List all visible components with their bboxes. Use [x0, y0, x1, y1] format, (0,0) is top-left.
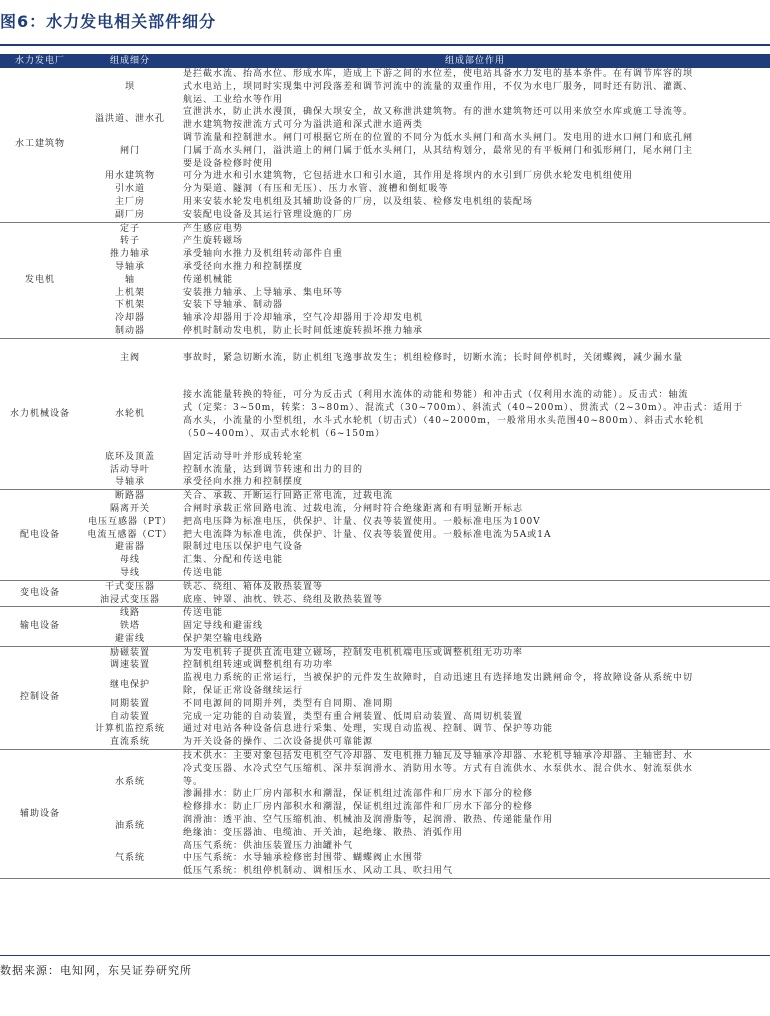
function-line: 关合、承载、开断运行回路正常电流，过载电流: [183, 491, 394, 502]
function-cell: [180, 248, 770, 261]
function-line: 航运、工业给水等作用: [183, 94, 284, 105]
page-title: 图6：水力发电相关部件细分: [0, 12, 217, 31]
function-cell: [180, 299, 770, 312]
function-line: 安装下导轴承、制动器: [183, 300, 284, 311]
table-row: [0, 338, 770, 379]
components-table: [0, 54, 770, 879]
table-row: [0, 379, 770, 451]
component-cell: 推力轴承: [109, 249, 150, 260]
component-cell: 导线: [80, 567, 180, 580]
function-line: 为发电机转子提供直流电建立磁场，控制发电机机端电压或调整机组无功功率: [183, 647, 524, 658]
function-cell: [180, 516, 770, 529]
table-row: [0, 261, 770, 274]
function-cell: [180, 106, 770, 132]
table-row: [0, 196, 770, 209]
function-cell: [180, 529, 770, 542]
table-row: [0, 541, 770, 554]
table-row: [0, 183, 770, 196]
table-row: [0, 607, 770, 620]
function-cell: [180, 750, 770, 814]
function-cell: [180, 698, 770, 711]
function-line: 检修排水：防止厂房内部积水和潮湿，保证机组过流部件和厂房水下部分的检修: [183, 802, 534, 813]
function-line: 可分为进水和引水建筑物，它包括进水口和引水道，其作用是将坝内的水引到厂房供水轮发电机组使用: [183, 171, 634, 182]
function-cell: [180, 607, 770, 620]
function-line: 传递机械能: [183, 274, 234, 285]
component-cell: 铁塔: [119, 621, 140, 632]
table-row: [0, 672, 770, 698]
table-row: [0, 312, 770, 325]
function-line: 合闸时承载正常回路电流、过载电流，分闸时符合绝缘距离和有明显断开标志: [183, 503, 524, 514]
function-line: 产生感应电势: [183, 223, 244, 234]
category-cell: 水力机械设备: [0, 338, 80, 489]
function-cell: [180, 814, 770, 840]
component-cell: 自动装置: [109, 711, 150, 722]
component-cell: 定子: [119, 223, 140, 234]
component-cell: 同期装置: [109, 698, 150, 709]
function-line: 技术供水：主要对象包括发电机空气冷却器、发电机推力轴瓦及导轴承冷却器、水轮机导轴承冷却器、主轴密封、水: [183, 751, 694, 762]
function-cell: [180, 464, 770, 477]
function-line: 轴承冷却器用于冷却轴承，空气冷却器用于冷却发电机: [183, 313, 424, 324]
source-rule: [0, 955, 770, 956]
function-cell: [180, 338, 770, 379]
function-cell: [180, 209, 770, 222]
function-line: 承受轴向水推力及机组转动部件自重: [183, 249, 344, 260]
table-row: [0, 620, 770, 633]
function-line: 控制机组转速或调整机组有功功率: [183, 660, 334, 671]
component-cell: 主厂房: [114, 196, 145, 207]
function-line: 控制水流量，达到调节转速和出力的目的: [183, 464, 364, 475]
component-cell: 下机架: [114, 300, 145, 311]
component-cell: 水系统: [114, 776, 145, 787]
component-cell: 励磁装置: [109, 647, 150, 658]
table-row: [0, 633, 770, 646]
table-row: [0, 567, 770, 580]
function-line: 用来安装水轮发电机组及其辅助设备的厂房，以及组装、检修发电机组的装配场: [183, 196, 534, 207]
function-cell: [180, 672, 770, 698]
header-component: 组成细分: [80, 54, 180, 68]
function-line: 宣泄洪水，防止洪水漫顶，确保大坝安全，故又称泄洪建筑物。有的泄水建筑物还可以用来放空水库或施工导流等。: [183, 107, 694, 118]
category-cell: 控制设备: [0, 646, 80, 749]
function-line: 监视电力系统的正常运行，当被保护的元件发生故障时，自动迅速且有选择地发出跳闸命令，将故障设备从系统中切: [183, 673, 694, 684]
component-cell: 副厂房: [80, 209, 180, 222]
category-cell: 辅助设备: [0, 750, 80, 879]
component-cell: 底环及顶盖: [104, 451, 155, 462]
function-line: （50~400m）、双击式水轮机（6~150m）: [183, 428, 386, 439]
table-row: [0, 299, 770, 312]
function-line: 高水头，小流量的小型机组，水斗式水轮机（切击式）（40~2000m，一般常用水头范围40~800m）、斜击式水轮机: [183, 415, 705, 426]
component-cell: 油系统: [114, 821, 145, 832]
function-line: 承受径向水推力和控制摆度: [183, 261, 304, 272]
function-line: 中压气系统：水导轴承检修密封围带、蝴蝶阀止水围带: [183, 853, 424, 864]
component-cell: 调速装置: [109, 660, 150, 671]
function-cell: [180, 620, 770, 633]
table-row: [0, 68, 770, 106]
function-line: 调节流量和控制泄水。闸门可根据它所在的位置的不同分为低水头闸门和高水头闸门。发电用的进水口闸门和底孔闸: [183, 132, 694, 143]
function-cell: [180, 451, 770, 464]
component-cell: 制动器: [80, 325, 180, 338]
table-row: [0, 516, 770, 529]
table-row: [0, 464, 770, 477]
component-cell: 气系统: [80, 840, 180, 879]
component-cell: 用水建筑物: [104, 171, 155, 182]
function-cell: [180, 476, 770, 489]
component-cell: 线路: [119, 608, 140, 619]
function-line: 把高电压降为标准电压，供保护、计量、仪表等装置使用。一般标准电压为100V: [183, 516, 541, 527]
component-cell: 溢洪道、泄水孔: [94, 113, 165, 124]
table-row: [0, 580, 770, 593]
function-line: 分为渠道、隧洞（有压和无压）、压力水管、渡槽和倒虹吸等: [183, 184, 449, 195]
function-line: 渗漏排水：防止厂房内部积水和潮湿，保证机组过流部件和厂房水下部分的检修: [183, 789, 534, 800]
table-row: [0, 490, 770, 503]
function-cell: [180, 274, 770, 287]
function-line: 式水电站上，坝同时实现集中河段落差和调节河流中的流量的双重作用，不仅为水电厂服务，同时还有防汛、灌溉、: [183, 81, 694, 92]
function-line: 传送电能: [183, 608, 224, 619]
table-row: [0, 503, 770, 516]
table-row: [0, 554, 770, 567]
table-header-row: [0, 54, 770, 68]
component-cell: 导轴承: [80, 476, 180, 489]
table-row: [0, 222, 770, 235]
component-cell: 继电保护: [109, 679, 150, 690]
component-cell: 隔离开关: [109, 503, 150, 514]
table-row: [0, 736, 770, 749]
function-line: 把大电流降为标准电流，供保护、计量、仪表等装置使用。一般标准电流为5A或1A: [183, 529, 552, 540]
function-cell: [180, 554, 770, 567]
function-cell: [180, 659, 770, 672]
function-line: 泄水建筑物按泄流方式可分为溢洪道和深式泄水道两类: [183, 120, 424, 131]
category-cell: 输电设备: [0, 607, 80, 646]
function-line: 停机时制动发电机，防止长时间低速旋转损坏推力轴承: [183, 325, 424, 336]
component-cell: 避雷线: [80, 633, 180, 646]
function-cell: [180, 541, 770, 554]
category-cell: 水工建筑物: [0, 68, 80, 222]
header-function: 组成部位作用: [180, 54, 770, 68]
function-cell: [180, 646, 770, 659]
component-cell: 母线: [119, 555, 140, 566]
component-cell: 主阀: [119, 353, 140, 364]
component-cell: 坝: [124, 81, 135, 92]
table-row: [0, 287, 770, 300]
function-cell: [180, 132, 770, 170]
function-cell: [180, 379, 770, 451]
function-line: 安装配电设备及其运行管理设施的厂房: [183, 209, 354, 220]
table-row: [0, 698, 770, 711]
title-rule: [0, 44, 770, 46]
component-cell: 避雷器: [114, 542, 145, 553]
function-line: 保护架空输电线路: [183, 633, 264, 644]
component-cell: 电压互感器（PT）: [87, 516, 173, 527]
function-line: 式（定桨：3~50m，转桨：3~80m）、混流式（30~700m）、斜流式（40~200m）、贯流式（2~30m）。冲击式：适用于: [183, 402, 744, 413]
component-cell: 轴: [124, 274, 135, 285]
table-row: [0, 209, 770, 222]
table-row: [0, 723, 770, 736]
component-cell: 引水道: [114, 184, 145, 195]
component-cell: 上机架: [114, 287, 145, 298]
function-cell: [180, 261, 770, 274]
function-line: 是拦截水流、抬高水位、形成水库，造成上下游之间的水位差，使电站具备水力发电的基本条件。在有调节库容的坝: [183, 69, 694, 79]
component-cell: 电流互感器（CT）: [87, 529, 173, 540]
component-cell: 直流系统: [80, 736, 180, 749]
component-cell: 活动导叶: [109, 464, 150, 475]
component-cell: 转子: [119, 236, 140, 247]
function-cell: [180, 68, 770, 106]
function-line: 限制过电压以保护电气设备: [183, 542, 304, 553]
category-cell: 配电设备: [0, 490, 80, 581]
function-cell: [180, 567, 770, 580]
function-line: 承受径向水推力和控制摆度: [183, 477, 304, 488]
function-line: 完成一定功能的自动装置，类型有重合闸装置、低周启动装置、高周切机装置: [183, 711, 524, 722]
table-row: [0, 325, 770, 338]
function-line: 润滑油：透平油、空气压缩机油、机械油及润滑脂等，起润滑、散热、传递能量作用: [183, 815, 554, 826]
function-line: 不同电源间的同期并列，类型有自同期、准同期: [183, 698, 394, 709]
function-cell: [180, 594, 770, 607]
table-row: [0, 235, 770, 248]
function-cell: [180, 723, 770, 736]
component-cell: 水轮机: [114, 409, 145, 420]
table-row: [0, 711, 770, 724]
category-cell: 变电设备: [0, 580, 80, 607]
category-cell: 发电机: [0, 222, 80, 338]
component-cell: 油浸式变压器: [80, 594, 180, 607]
function-line: 门属于高水头闸门，溢洪道上的闸门属于低水头闸门，从其结构划分，最常见的有平板闸门和弧形闸门，尾水闸门主: [183, 145, 694, 156]
function-cell: [180, 312, 770, 325]
function-cell: [180, 840, 770, 879]
function-line: 底座、钟罩、油枕、铁芯、绕组及散热装置等: [183, 594, 384, 605]
function-line: 铁芯、绕组、箱体及散热装置等: [183, 581, 324, 592]
function-line: 安装推力轴承、上导轴承、集电环等: [183, 287, 344, 298]
function-line: 固定活动导叶并形成转轮室: [183, 451, 304, 462]
function-cell: [180, 287, 770, 300]
source-note: 数据来源：电知网，东吴证券研究所: [0, 964, 192, 977]
function-line: 冷式变压器、水冷式空气压缩机、深井泵润滑水、消防用水等。方式有自流供水、水泵供水、混合供水、射流泵供水: [183, 763, 694, 774]
function-cell: [180, 183, 770, 196]
function-cell: [180, 736, 770, 749]
function-line: 为开关设备的操作、二次设备提供可靠能源: [183, 737, 374, 748]
table-row: [0, 106, 770, 132]
component-cell: 计算机监控系统: [94, 724, 165, 735]
table-row: [0, 451, 770, 464]
function-cell: [180, 325, 770, 338]
function-line: 汇集、分配和传送电能: [183, 555, 284, 566]
component-cell: 干式变压器: [104, 581, 155, 592]
table-row: [0, 840, 770, 879]
function-line: 低压气系统：机组停机制动、调相压水、风动工具、吹扫用气: [183, 866, 454, 877]
function-cell: [180, 196, 770, 209]
function-cell: [180, 503, 770, 516]
function-line: 绝缘油：变压器油、电缆油、开关油，起绝缘、散热、消弧作用: [183, 827, 464, 838]
header-plant: 水力发电厂: [0, 54, 80, 68]
component-cell: 断路器: [114, 491, 145, 502]
component-cell: 闸门: [119, 145, 140, 156]
table-row: [0, 659, 770, 672]
function-line: 传送电能: [183, 567, 224, 578]
function-cell: [180, 490, 770, 503]
table-row: [0, 529, 770, 542]
function-line: 接水流能量转换的特征，可分为反击式（利用水流体的动能和势能）和冲击式（仅利用水流的动能）。反击式：轴流: [183, 390, 689, 401]
function-line: 产生旋转磁场: [183, 236, 244, 247]
function-line: 除，保证正常设备继续运行: [183, 686, 304, 697]
function-cell: [180, 711, 770, 724]
function-line: 等。: [183, 776, 204, 787]
function-line: 要是设备检修时使用: [183, 158, 274, 169]
table-row: [0, 646, 770, 659]
table-row: [0, 170, 770, 183]
component-cell: 冷却器: [114, 313, 145, 324]
component-cell: 导轴承: [114, 261, 145, 272]
function-cell: [180, 580, 770, 593]
table-row: [0, 476, 770, 489]
table-row: [0, 594, 770, 607]
function-cell: [180, 633, 770, 646]
table-row: [0, 132, 770, 170]
table-row: [0, 750, 770, 814]
function-line: 通过对电站各种设备信息进行采集、处理，实现自动监视、控制、调节、保护等功能: [183, 724, 554, 735]
table-row: [0, 248, 770, 261]
table-row: [0, 274, 770, 287]
function-line: 高压气系统：供油压装置压力油罐补气: [183, 840, 354, 851]
table-row: [0, 814, 770, 840]
function-line: 固定导线和避雷线: [183, 621, 264, 632]
function-line: 事故时，紧急切断水流，防止机组飞逸事故发生；机组检修时，切断水流；长时间停机时，关闭蝶阀，减少漏水量: [183, 353, 684, 364]
function-cell: [180, 170, 770, 183]
function-cell: [180, 235, 770, 248]
function-cell: [180, 222, 770, 235]
